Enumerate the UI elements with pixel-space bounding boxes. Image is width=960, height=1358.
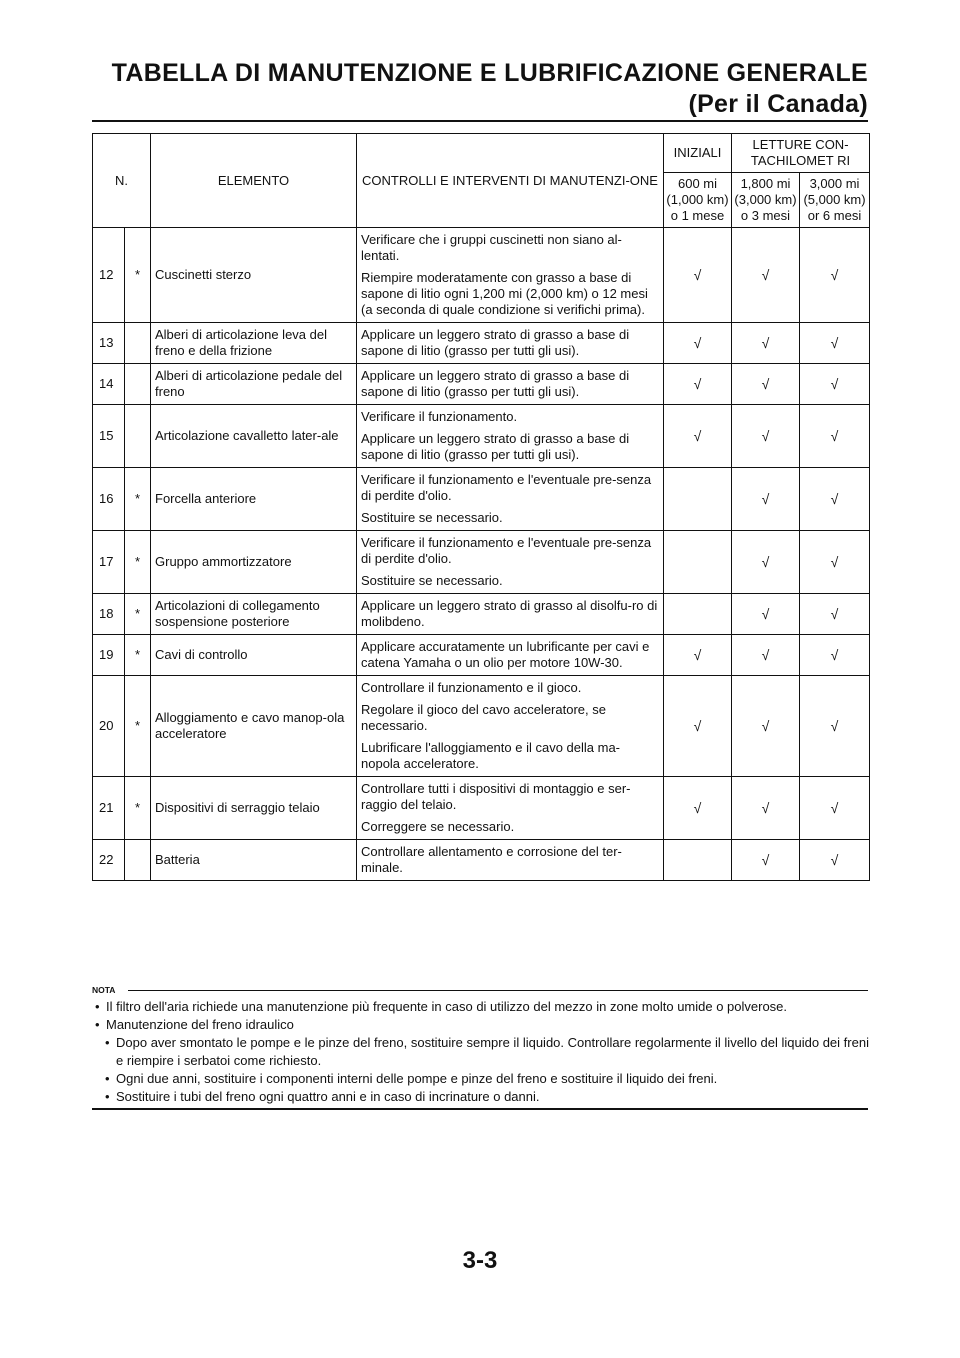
page-title: [112, 58, 868, 120]
check-mark: √: [800, 676, 870, 777]
table-row: [93, 840, 870, 881]
check-mark: √: [732, 468, 800, 531]
header-row-1: [93, 134, 870, 173]
page-title-line2: (Per il Canada): [688, 90, 868, 118]
row-star-marker: *: [125, 635, 151, 676]
row-number: 18: [93, 594, 125, 635]
row-star-marker: *: [125, 531, 151, 594]
check-mark: √: [732, 635, 800, 676]
row-action-text: Applicare accuratamente un lubrificante per cavi e catena Yamaha o un olio per motore 10W-30.: [361, 639, 650, 670]
table-row: [93, 777, 870, 840]
row-action-text: Applicare un leggero strato di grasso a base di sapone di litio (grasso per tutti gli usi).: [361, 327, 630, 358]
check-mark: √: [800, 635, 870, 676]
check-mark: [664, 468, 732, 531]
row-actions: [357, 531, 664, 594]
row-item: Articolazione cavalletto later-ale: [151, 405, 357, 468]
header-elemento: ELEMENTO: [151, 134, 357, 228]
row-item: Articolazioni di collegamento sospensione posteriore: [151, 594, 357, 635]
row-number: 12: [93, 228, 125, 323]
row-action-text: Controllare allentamento e corrosione del ter-minale.: [361, 844, 622, 875]
check-mark: √: [732, 840, 800, 881]
header-iniziali: INIZIALI: [664, 134, 732, 173]
row-number: 15: [93, 405, 125, 468]
row-action-text: Sostituire se necessario.: [361, 510, 503, 525]
row-star-marker: *: [125, 594, 151, 635]
nota-label: NOTA: [92, 985, 116, 995]
nota-item: • Dopo aver smontato le pompe e le pinze del freno, sostituire sempre il liquido. Controllare regolarmente il livello del liquido dei freni e riempire i serbatoi come richiesto.: [102, 1034, 869, 1070]
row-action-text: Verificare il funzionamento.: [361, 409, 518, 424]
header-interval-1: 600 mi (1,000 km) o 1 mese: [664, 173, 732, 228]
row-item: Cavi di controllo: [151, 635, 357, 676]
row-actions: [357, 364, 664, 405]
row-star-marker: [125, 364, 151, 405]
check-mark: √: [732, 364, 800, 405]
row-action-text: Verificare il funzionamento e l'eventuale pre-senza di perdite d'olio.: [361, 535, 652, 566]
row-item: Forcella anteriore: [151, 468, 357, 531]
row-actions: [357, 594, 664, 635]
row-actions: [357, 777, 664, 840]
row-star-marker: *: [125, 228, 151, 323]
row-action-text: Verificare che i gruppi cuscinetti non siano al-lentati.: [361, 232, 622, 263]
row-number: 19: [93, 635, 125, 676]
row-action-text: Applicare un leggero strato di grasso al disolfu-ro di molibdeno.: [361, 598, 658, 629]
table-row: [93, 594, 870, 635]
row-actions: [357, 635, 664, 676]
page-number: 3-3: [462, 1247, 498, 1274]
check-mark: √: [800, 364, 870, 405]
table-row: [93, 364, 870, 405]
row-number: 17: [93, 531, 125, 594]
check-mark: √: [732, 777, 800, 840]
table-row: [93, 405, 870, 468]
check-mark: √: [800, 531, 870, 594]
row-actions: [357, 228, 664, 323]
check-mark: √: [732, 594, 800, 635]
row-action-text: Applicare un leggero strato di grasso a base di sapone di litio (grasso per tutti gli usi).: [361, 431, 630, 462]
check-mark: √: [732, 531, 800, 594]
row-action-text: Controllare tutti i dispositivi di montaggio e ser-raggio del telaio.: [361, 781, 631, 812]
row-number: 20: [93, 676, 125, 777]
nota-item: • Sostituire i tubi del freno ogni quattro anni e in caso di incrinature o danni.: [102, 1088, 869, 1106]
row-item: Alberi di articolazione pedale del freno: [151, 364, 357, 405]
row-number: 21: [93, 777, 125, 840]
header-interval-2: 1,800 mi (3,000 km) o 3 mesi: [732, 173, 800, 228]
table-row: [93, 228, 870, 323]
row-star-marker: [125, 840, 151, 881]
row-item: Batteria: [151, 840, 357, 881]
check-mark: √: [800, 777, 870, 840]
row-star-marker: *: [125, 676, 151, 777]
table-row: [93, 531, 870, 594]
maintenance-table: [92, 133, 870, 881]
check-mark: √: [732, 405, 800, 468]
check-mark: √: [800, 323, 870, 364]
nota-item: • Manutenzione del freno idraulico: [92, 1016, 869, 1034]
check-mark: √: [800, 228, 870, 323]
check-mark: √: [664, 405, 732, 468]
check-mark: √: [732, 228, 800, 323]
check-mark: [664, 840, 732, 881]
header-n: N.: [93, 134, 151, 228]
row-actions: [357, 676, 664, 777]
check-mark: √: [800, 468, 870, 531]
table-row: [93, 676, 870, 777]
row-action-text: Correggere se necessario.: [361, 819, 515, 834]
row-actions: [357, 323, 664, 364]
row-star-marker: *: [125, 777, 151, 840]
check-mark: √: [732, 676, 800, 777]
check-mark: √: [800, 840, 870, 881]
check-mark: √: [664, 777, 732, 840]
row-actions: [357, 405, 664, 468]
check-mark: √: [664, 228, 732, 323]
header-letture: LETTURE CON-TACHILOMET RI: [732, 134, 870, 173]
row-action-text: Verificare il funzionamento e l'eventuale pre-senza di perdite d'olio.: [361, 472, 652, 503]
nota-item: • Ogni due anni, sostituire i componenti interni delle pompe e pinze del freno e sostituire il liquido dei freni.: [102, 1070, 869, 1088]
row-item: Gruppo ammortizzatore: [151, 531, 357, 594]
nota-item: • Il filtro dell'aria richiede una manutenzione più frequente in caso di utilizzo del mezzo in zone molto umide o polverose.: [92, 998, 869, 1016]
page-title-line1: TABELLA DI MANUTENZIONE E LUBRIFICAZIONE GENERALE: [111, 59, 868, 87]
check-mark: √: [664, 364, 732, 405]
row-star-marker: [125, 323, 151, 364]
notes-rule: [92, 1108, 868, 1110]
row-action-text: Lubrificare l'alloggiamento e il cavo della ma-nopola acceleratore.: [361, 740, 621, 771]
nota-rule: [128, 990, 868, 991]
nota-list: [92, 998, 869, 1106]
row-item: Alloggiamento e cavo manop-ola acceleratore: [151, 676, 357, 777]
header-interval-3: 3,000 mi (5,000 km) or 6 mesi: [800, 173, 870, 228]
row-action-text: Regolare il gioco del cavo acceleratore, se necessario.: [361, 702, 606, 733]
title-rule: [92, 120, 868, 122]
check-mark: √: [664, 676, 732, 777]
row-actions: [357, 468, 664, 531]
row-number: 22: [93, 840, 125, 881]
row-star-marker: [125, 405, 151, 468]
table-row: [93, 468, 870, 531]
table-row: [93, 323, 870, 364]
row-action-text: Applicare un leggero strato di grasso a base di sapone di litio (grasso per tutti gli usi).: [361, 368, 630, 399]
check-mark: √: [664, 323, 732, 364]
row-action-text: Controllare il funzionamento e il gioco.: [361, 680, 582, 695]
row-number: 13: [93, 323, 125, 364]
header-controlli: CONTROLLI E INTERVENTI DI MANUTENZI-ONE: [357, 134, 664, 228]
table-row: [93, 635, 870, 676]
row-star-marker: *: [125, 468, 151, 531]
row-number: 16: [93, 468, 125, 531]
row-item: Alberi di articolazione leva del freno e della frizione: [151, 323, 357, 364]
row-action-text: Sostituire se necessario.: [361, 573, 503, 588]
check-mark: [664, 594, 732, 635]
row-item: Dispositivi di serraggio telaio: [151, 777, 357, 840]
check-mark: √: [664, 635, 732, 676]
table-body: [93, 228, 870, 881]
row-item: Cuscinetti sterzo: [151, 228, 357, 323]
check-mark: [664, 531, 732, 594]
check-mark: √: [800, 594, 870, 635]
check-mark: √: [732, 323, 800, 364]
row-action-text: Riempire moderatamente con grasso a base di sapone di litio ogni 1,200 mi (2,000 km) o 12 mesi (a seconda di quale condizione si verifichi prima).: [361, 270, 648, 317]
check-mark: √: [800, 405, 870, 468]
row-number: 14: [93, 364, 125, 405]
row-actions: [357, 840, 664, 881]
